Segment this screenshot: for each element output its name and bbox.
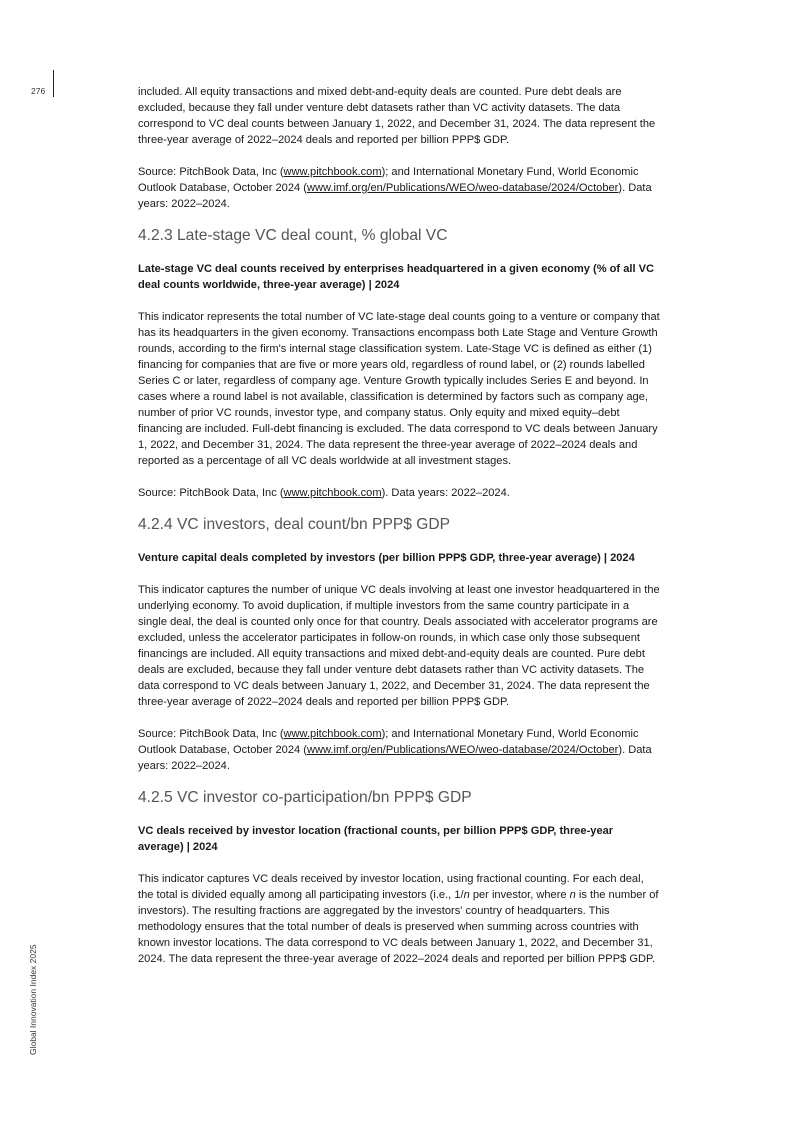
- source-text: ); and International Monetary Fund, World Economic Outlook Database, October 2024 (: [138, 166, 639, 194]
- section-heading-4-2-5: 4.2.5 VC investor co-participation/bn PPP$ GDP: [138, 789, 472, 806]
- source-text: Source: PitchBook Data, Inc (: [138, 166, 284, 178]
- intro-source: [138, 164, 660, 212]
- document-body: [138, 84, 660, 983]
- imf-weo-link[interactable]: www.imf.org/en/Publications/WEO/weo-database/2024/October: [306, 182, 619, 194]
- paragraph-text: This indicator captures VC deals received by investor location, using fractional counting. For each deal, the total is divided equally among all participating investors (i.e., 1/: [138, 873, 644, 901]
- variable-n: n: [569, 889, 576, 901]
- imf-weo-link[interactable]: www.imf.org/en/Publications/WEO/weo-database/2024/October: [306, 744, 619, 756]
- publication-side-label: Global Innovation Index 2025: [28, 944, 38, 1055]
- section-heading-4-2-4: 4.2.4 VC investors, deal count/bn PPP$ GDP: [138, 516, 451, 533]
- source-text: ). Data years: 2022–2024.: [138, 182, 652, 210]
- page-number: 276: [31, 86, 46, 96]
- variable-n: n: [463, 889, 470, 901]
- pitchbook-link[interactable]: www.pitchbook.com: [283, 487, 382, 499]
- intro-paragraph: included. All equity transactions and mixed debt-and-equity deals are counted. Pure debt deals are excluded, because they fall under venture debt datasets rather than VC activity datasets. The data correspond to VC deal counts between January 1, 2022, and December 31, 2024. The data represent the three-year average of 2022–2024 deals and reported per billion PPP$ GDP.: [138, 86, 656, 146]
- paragraph-text: per investor, where: [469, 889, 570, 901]
- definition-4-2-5: VC deals received by investor location (fractional counts, per billion PPP$ GDP, three-year average) | 2024: [138, 825, 614, 853]
- paragraph-4-2-3: This indicator represents the total number of VC late-stage deal counts going to a venture or company that has its headquarters in the given economy. Transactions encompass both Late Stage and Venture Growth rounds, according to the firm's internal stage classification system. Late-Stage VC is defined as either (1) financing for companies that are five or more years old, regardless of round label, or (2) rounds labelled Series C or later, regardless of company age. Venture Growth typically includes Series E and beyond. In cases where a round label is not available, classification is determined by factors such as company age, number of prior VC rounds, investor type, and company status. Only equity and mixed equity–debt financing are included. Full-debt financing is excluded. The data correspond to VC deals between January 1, 2022, and December 31, 2024. The data represent the three-year average of 2022–2024 deals and reported as a percentage of all VC deals worldwide at all investment stages.: [138, 311, 660, 467]
- source-text: ). Data years: 2022–2024.: [138, 744, 652, 772]
- source-text: Source: PitchBook Data, Inc (: [138, 487, 284, 499]
- source-text: ); and International Monetary Fund, World Economic Outlook Database, October 2024 (: [138, 728, 639, 756]
- page-number-rule: [53, 70, 54, 97]
- definition-4-2-3: Late-stage VC deal counts received by enterprises headquartered in a given economy (% of all VC deal counts worldwide, three-year average) | 2024: [138, 263, 655, 291]
- paragraph-4-2-4: This indicator captures the number of unique VC deals involving at least one investor headquartered in the underlying economy. To avoid duplication, if multiple investors from the same country participate in a single deal, the deal is counted only once for that country. Deals associated with accelerator programs are excluded, unless the accelerator participates in follow-on rounds, in which case only those subsequent financings are included. All equity transactions and mixed debt-and-equity deals are counted. Pure debt deals are excluded, because they fall under venture debt datasets rather than VC activity datasets. The data correspond to VC deals between January 1, 2022, and December 31, 2024. The data represent the three-year average of 2022–2024 deals and reported per billion PPP$ GDP.: [138, 584, 660, 708]
- section-heading-4-2-3: 4.2.3 Late-stage VC deal count, % global VC: [138, 227, 448, 244]
- pitchbook-link[interactable]: www.pitchbook.com: [283, 728, 382, 740]
- pitchbook-link[interactable]: www.pitchbook.com: [283, 166, 382, 178]
- source-text: ). Data years: 2022–2024.: [381, 487, 510, 499]
- definition-4-2-4: Venture capital deals completed by investors (per billion PPP$ GDP, three-year average) | 2024: [138, 552, 635, 564]
- source-4-2-4: [138, 726, 660, 774]
- paragraph-text: is the number of investors). The resulting fractions are aggregated by the investors' country of headquarters. This methodology ensures that the total number of deals is preserved when summing across countries with known investor locations. The data correspond to VC deals between January 1, 2022, and December 31, 2024. The data represent the three-year average of 2022–2024 deals and reported per billion PPP$ GDP.: [138, 889, 659, 965]
- source-text: Source: PitchBook Data, Inc (: [138, 728, 284, 740]
- paragraph-4-2-5: [138, 871, 660, 967]
- source-4-2-3: [138, 485, 660, 501]
